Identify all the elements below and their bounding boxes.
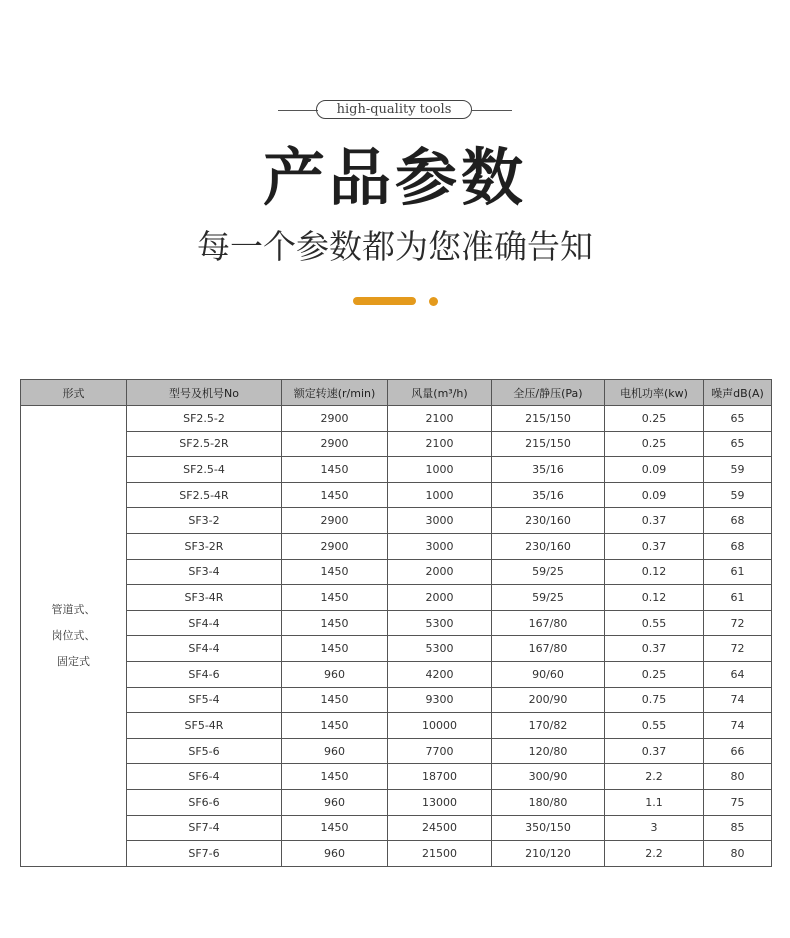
cell-airflow: 2000	[388, 559, 492, 585]
cell-noise: 61	[704, 585, 772, 611]
cell-speed: 1450	[282, 687, 388, 713]
cell-power: 0.55	[605, 713, 704, 739]
cell-pressure: 300/90	[492, 764, 605, 790]
accent-dot	[429, 297, 438, 306]
table-row	[21, 610, 772, 636]
cell-speed: 960	[282, 661, 388, 687]
cell-airflow: 4200	[388, 661, 492, 687]
table-row	[21, 841, 772, 867]
cell-power: 2.2	[605, 764, 704, 790]
cell-power: 0.75	[605, 687, 704, 713]
cell-speed: 1450	[282, 559, 388, 585]
cell-power: 0.12	[605, 585, 704, 611]
cell-airflow: 7700	[388, 738, 492, 764]
cell-pressure: 215/150	[492, 406, 605, 432]
cell-noise: 59	[704, 457, 772, 483]
cell-speed: 2900	[282, 406, 388, 432]
table-row	[21, 559, 772, 585]
cell-pressure: 230/160	[492, 533, 605, 559]
column-header-power: 电机功率(kw)	[605, 380, 704, 406]
cell-model: SF3-2R	[127, 533, 282, 559]
cell-power: 1.1	[605, 789, 704, 815]
cell-speed: 960	[282, 789, 388, 815]
cell-noise: 80	[704, 841, 772, 867]
cell-airflow: 1000	[388, 482, 492, 508]
cell-noise: 74	[704, 687, 772, 713]
table-body	[21, 406, 772, 867]
cell-power: 0.25	[605, 661, 704, 687]
cell-noise: 68	[704, 508, 772, 534]
cell-airflow: 13000	[388, 789, 492, 815]
cell-model: SF3-4R	[127, 585, 282, 611]
cell-pressure: 167/80	[492, 610, 605, 636]
cell-airflow: 10000	[388, 713, 492, 739]
table-row	[21, 636, 772, 662]
cell-pressure: 215/150	[492, 431, 605, 457]
cell-model: SF3-2	[127, 508, 282, 534]
cell-speed: 1450	[282, 815, 388, 841]
table-row	[21, 815, 772, 841]
cell-power: 0.25	[605, 431, 704, 457]
cell-model: SF5-4R	[127, 713, 282, 739]
cell-airflow: 2100	[388, 406, 492, 432]
cell-pressure: 35/16	[492, 457, 605, 483]
table-row	[21, 406, 772, 432]
cell-power: 0.55	[605, 610, 704, 636]
column-header-airflow: 风量(m³/h)	[388, 380, 492, 406]
form-line: 固定式	[57, 654, 90, 668]
table-row	[21, 789, 772, 815]
cell-power: 0.37	[605, 533, 704, 559]
column-header-form: 形式	[21, 380, 127, 406]
cell-model: SF2.5-2R	[127, 431, 282, 457]
table-header-row	[21, 380, 772, 406]
page-title: 产品参数	[262, 141, 527, 214]
column-header-model: 型号及机号No	[127, 380, 282, 406]
cell-model: SF6-6	[127, 789, 282, 815]
tag-label: high-quality tools	[316, 100, 472, 119]
cell-noise: 61	[704, 559, 772, 585]
column-header-pressure: 全压/静压(Pa)	[492, 380, 605, 406]
table-row	[21, 713, 772, 739]
cell-speed: 1450	[282, 764, 388, 790]
cell-speed: 1450	[282, 713, 388, 739]
cell-noise: 59	[704, 482, 772, 508]
cell-power: 0.09	[605, 482, 704, 508]
cell-airflow: 3000	[388, 508, 492, 534]
column-header-noise: 噪声dB(A)	[704, 380, 772, 406]
table-row	[21, 482, 772, 508]
cell-model: SF5-6	[127, 738, 282, 764]
cell-speed: 1450	[282, 610, 388, 636]
cell-airflow: 3000	[388, 533, 492, 559]
cell-pressure: 210/120	[492, 841, 605, 867]
form-cell	[21, 406, 127, 867]
section-tag	[0, 99, 790, 123]
cell-speed: 2900	[282, 431, 388, 457]
cell-speed: 2900	[282, 508, 388, 534]
tag-divider-right	[472, 110, 512, 111]
parameter-table	[20, 379, 772, 867]
cell-airflow: 24500	[388, 815, 492, 841]
cell-airflow: 1000	[388, 457, 492, 483]
cell-pressure: 35/16	[492, 482, 605, 508]
cell-model: SF7-6	[127, 841, 282, 867]
cell-model: SF2.5-2	[127, 406, 282, 432]
cell-pressure: 350/150	[492, 815, 605, 841]
cell-model: SF3-4	[127, 559, 282, 585]
table-row	[21, 738, 772, 764]
cell-power: 0.37	[605, 738, 704, 764]
cell-model: SF4-4	[127, 636, 282, 662]
cell-model: SF6-4	[127, 764, 282, 790]
cell-model: SF2.5-4R	[127, 482, 282, 508]
cell-pressure: 120/80	[492, 738, 605, 764]
cell-power: 0.09	[605, 457, 704, 483]
cell-model: SF7-4	[127, 815, 282, 841]
cell-noise: 66	[704, 738, 772, 764]
cell-speed: 1450	[282, 585, 388, 611]
table-row	[21, 457, 772, 483]
cell-power: 3	[605, 815, 704, 841]
column-header-speed: 额定转速(r/min)	[282, 380, 388, 406]
cell-speed: 2900	[282, 533, 388, 559]
cell-pressure: 180/80	[492, 789, 605, 815]
cell-model: SF2.5-4	[127, 457, 282, 483]
cell-noise: 72	[704, 636, 772, 662]
cell-speed: 1450	[282, 457, 388, 483]
form-line: 管道式、	[51, 602, 96, 616]
cell-speed: 1450	[282, 482, 388, 508]
cell-power: 0.37	[605, 508, 704, 534]
accent-bar	[353, 297, 416, 305]
cell-noise: 74	[704, 713, 772, 739]
cell-pressure: 90/60	[492, 661, 605, 687]
cell-noise: 85	[704, 815, 772, 841]
cell-power: 0.25	[605, 406, 704, 432]
cell-speed: 1450	[282, 636, 388, 662]
cell-airflow: 5300	[388, 636, 492, 662]
cell-noise: 72	[704, 610, 772, 636]
cell-noise: 68	[704, 533, 772, 559]
cell-airflow: 2000	[388, 585, 492, 611]
cell-pressure: 230/160	[492, 508, 605, 534]
cell-pressure: 59/25	[492, 585, 605, 611]
cell-noise: 65	[704, 406, 772, 432]
cell-power: 2.2	[605, 841, 704, 867]
cell-speed: 960	[282, 738, 388, 764]
tag-divider-left	[278, 110, 318, 111]
cell-power: 0.12	[605, 559, 704, 585]
cell-pressure: 200/90	[492, 687, 605, 713]
table-row	[21, 661, 772, 687]
cell-airflow: 9300	[388, 687, 492, 713]
cell-noise: 64	[704, 661, 772, 687]
cell-pressure: 167/80	[492, 636, 605, 662]
cell-airflow: 18700	[388, 764, 492, 790]
cell-power: 0.37	[605, 636, 704, 662]
cell-noise: 80	[704, 764, 772, 790]
cell-model: SF5-4	[127, 687, 282, 713]
cell-noise: 65	[704, 431, 772, 457]
table-row	[21, 431, 772, 457]
cell-noise: 75	[704, 789, 772, 815]
cell-speed: 960	[282, 841, 388, 867]
cell-pressure: 170/82	[492, 713, 605, 739]
table-row	[21, 585, 772, 611]
cell-model: SF4-6	[127, 661, 282, 687]
cell-airflow: 5300	[388, 610, 492, 636]
cell-pressure: 59/25	[492, 559, 605, 585]
table-row	[21, 533, 772, 559]
cell-model: SF4-4	[127, 610, 282, 636]
table-row	[21, 508, 772, 534]
cell-airflow: 2100	[388, 431, 492, 457]
form-line: 岗位式、	[51, 628, 96, 642]
page-subtitle: 每一个参数都为您准确告知	[197, 227, 593, 266]
table-row	[21, 687, 772, 713]
table-row	[21, 764, 772, 790]
cell-airflow: 21500	[388, 841, 492, 867]
